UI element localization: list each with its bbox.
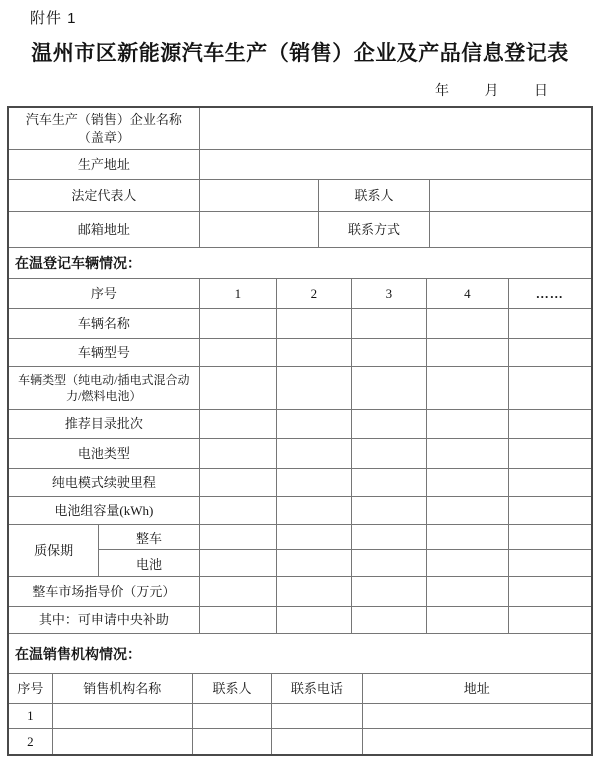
- vehicle-data-cell[interactable]: [427, 577, 508, 606]
- warranty-row: [9, 525, 591, 577]
- vehicle-data-cell[interactable]: [277, 339, 351, 366]
- vehicle-data-cell[interactable]: [427, 339, 508, 366]
- vehicle-data-cell[interactable]: [352, 497, 427, 524]
- vehicle-data-cell[interactable]: [200, 550, 276, 576]
- sales-section-title: 在温销售机构情况：: [9, 634, 591, 674]
- vehicle-data-cell[interactable]: [509, 439, 591, 468]
- vehicle-data-cell[interactable]: [509, 309, 591, 338]
- warranty-data-col: [200, 525, 277, 576]
- vehicle-name-row: [9, 309, 591, 339]
- vehicle-data-cell[interactable]: [277, 525, 350, 550]
- vehicle-model-row: [9, 339, 591, 367]
- vehicle-data-cell[interactable]: [509, 367, 591, 409]
- warranty-battery-label: 电池: [136, 556, 163, 572]
- vehicle-index-4: 4: [427, 279, 508, 308]
- vehicle-data-cell[interactable]: [277, 607, 351, 633]
- sales-phone-cell[interactable]: [272, 729, 362, 754]
- vehicle-data-cell[interactable]: [427, 367, 508, 409]
- vehicle-model-label: 车辆型号: [9, 339, 200, 366]
- vehicle-index-label: 序号: [9, 279, 200, 308]
- vehicle-data-cell[interactable]: [509, 410, 591, 438]
- vehicle-index-2: 2: [277, 279, 351, 308]
- vehicle-data-cell[interactable]: [352, 577, 427, 606]
- vehicle-data-cell[interactable]: [352, 469, 427, 496]
- sales-header-phone: 联系电话: [272, 674, 362, 703]
- vehicle-data-cell[interactable]: [277, 309, 351, 338]
- sales-address-cell[interactable]: [363, 704, 591, 728]
- vehicle-name-label: 车辆名称: [9, 309, 200, 338]
- warranty-data-col: [352, 525, 427, 576]
- sales-row-index: 1: [9, 704, 53, 728]
- central-subsidy-row: [9, 607, 591, 634]
- vehicle-data-cell[interactable]: [200, 577, 277, 606]
- vehicle-data-cell[interactable]: [509, 577, 591, 606]
- vehicle-index-1: 1: [200, 279, 277, 308]
- vehicle-data-cell[interactable]: [509, 339, 591, 366]
- vehicle-data-cell[interactable]: [352, 550, 426, 576]
- catalog-batch-label: 推荐目录批次: [9, 410, 200, 438]
- vehicle-data-cell[interactable]: [509, 607, 591, 633]
- vehicle-data-cell[interactable]: [509, 525, 591, 550]
- battery-type-row: [9, 439, 591, 469]
- sales-row-1: [9, 704, 591, 729]
- contact-method-value-cell[interactable]: [430, 212, 591, 247]
- sales-header-address: 地址: [463, 680, 490, 696]
- email-value-cell[interactable]: [200, 212, 319, 247]
- vehicle-data-cell[interactable]: [200, 607, 277, 633]
- vehicle-data-cell[interactable]: [509, 469, 591, 496]
- date-month-label: 月: [484, 84, 499, 99]
- vehicle-data-cell[interactable]: [277, 367, 351, 409]
- vehicle-data-cell[interactable]: [200, 410, 277, 438]
- vehicle-data-cell[interactable]: [427, 525, 507, 550]
- catalog-batch-row: [9, 410, 591, 439]
- registration-form-table: [7, 106, 593, 756]
- contact-person-label: 联系人: [319, 180, 430, 211]
- vehicle-index-3: 3: [352, 279, 427, 308]
- date-year-label: 年: [435, 84, 449, 99]
- vehicle-data-cell[interactable]: [200, 469, 277, 496]
- company-name-label: 汽车生产（销售）企业名称 （盖章）: [9, 108, 200, 149]
- vehicle-data-cell[interactable]: [352, 367, 427, 409]
- production-address-label: 生产地址: [9, 150, 200, 179]
- vehicle-data-cell[interactable]: [427, 410, 508, 438]
- sales-org-name-cell[interactable]: [53, 704, 193, 728]
- date-line: [0, 80, 600, 100]
- legal-representative-row: [9, 180, 591, 212]
- warranty-sub-labels: [99, 525, 199, 576]
- contact-method-label: 联系方式: [319, 212, 430, 247]
- battery-capacity-label: 电池组容量(kWh): [9, 497, 200, 524]
- battery-type-label: 电池类型: [9, 439, 200, 468]
- warranty-label: 质保期: [9, 525, 99, 576]
- vehicle-data-cell[interactable]: [352, 607, 427, 633]
- page-title: 温州市区新能源汽车生产（销售）企业及产品信息登记表: [31, 42, 569, 65]
- warranty-data-col: [427, 525, 508, 576]
- attachment-label: 附件 1: [30, 10, 77, 27]
- vehicle-data-cell[interactable]: [200, 525, 276, 550]
- vehicle-data-cell[interactable]: [427, 469, 508, 496]
- vehicle-section-title: 在温登记车辆情况：: [9, 248, 591, 279]
- company-name-row: [9, 108, 591, 150]
- vehicle-data-cell[interactable]: [200, 339, 277, 366]
- sales-header-org-name: 销售机构名称: [53, 674, 193, 703]
- vehicle-data-cell[interactable]: [200, 497, 277, 524]
- email-row: [9, 212, 591, 248]
- vehicle-data-cell[interactable]: [277, 577, 351, 606]
- production-address-value-cell[interactable]: [200, 150, 591, 179]
- vehicle-data-cell[interactable]: [427, 439, 508, 468]
- central-subsidy-label: 其中：可申请中央补助: [9, 607, 200, 633]
- vehicle-data-cell[interactable]: [200, 367, 277, 409]
- vehicle-data-cell[interactable]: [200, 309, 277, 338]
- sales-address-cell[interactable]: [363, 729, 591, 754]
- page-header: [0, 7, 600, 100]
- vehicle-type-label: 车辆类型（纯电动/插电式混合动力/燃料电池）: [9, 367, 200, 409]
- vehicle-data-cell[interactable]: [277, 497, 351, 524]
- sales-header-index: 序号: [9, 674, 53, 703]
- sales-header-contact: 联系人: [193, 674, 272, 703]
- warranty-data-col: [509, 525, 591, 576]
- vehicle-data-cell[interactable]: [427, 497, 508, 524]
- email-label: 邮箱地址: [9, 212, 200, 247]
- sales-contact-cell[interactable]: [193, 729, 272, 754]
- legal-representative-value-cell[interactable]: [200, 180, 319, 211]
- company-name-value-cell[interactable]: [200, 108, 591, 149]
- warranty-vehicle-label: 整车: [99, 525, 198, 550]
- battery-capacity-row: [9, 497, 591, 525]
- production-address-row: [9, 150, 591, 180]
- vehicle-data-cell[interactable]: [277, 469, 351, 496]
- sales-row-2: [9, 729, 591, 754]
- sales-contact-cell[interactable]: [193, 704, 272, 728]
- vehicle-data-cell[interactable]: [352, 525, 426, 550]
- date-day-label: 日: [534, 84, 548, 99]
- market-price-label: 整车市场指导价（万元）: [9, 577, 200, 606]
- sales-header-row: [9, 674, 591, 704]
- sales-phone-cell[interactable]: [272, 704, 362, 728]
- vehicle-data-cell[interactable]: [352, 439, 427, 468]
- electric-range-label: 纯电模式续驶里程: [9, 469, 200, 496]
- legal-representative-label: 法定代表人: [9, 180, 200, 211]
- vehicle-data-cell[interactable]: [509, 550, 591, 576]
- vehicle-data-cell[interactable]: [509, 497, 591, 524]
- sales-org-name-cell[interactable]: [53, 729, 193, 754]
- vehicle-data-cell[interactable]: [277, 550, 350, 576]
- vehicle-data-cell[interactable]: [352, 339, 427, 366]
- vehicle-index-row: [9, 279, 591, 309]
- electric-range-row: [9, 469, 591, 497]
- vehicle-data-cell[interactable]: [200, 439, 277, 468]
- vehicle-index-ellipsis: ……: [535, 285, 564, 301]
- vehicle-data-cell[interactable]: [277, 439, 351, 468]
- vehicle-type-row: [9, 367, 591, 410]
- market-price-row: [9, 577, 591, 607]
- vehicle-data-cell[interactable]: [427, 550, 507, 576]
- vehicle-data-cell[interactable]: [352, 410, 427, 438]
- sales-row-index: 2: [9, 729, 53, 754]
- vehicle-data-cell[interactable]: [427, 309, 508, 338]
- vehicle-data-cell[interactable]: [352, 309, 427, 338]
- warranty-data-col: [277, 525, 351, 576]
- contact-person-value-cell[interactable]: [430, 180, 591, 211]
- vehicle-data-cell[interactable]: [277, 410, 351, 438]
- vehicle-data-cell[interactable]: [427, 607, 508, 633]
